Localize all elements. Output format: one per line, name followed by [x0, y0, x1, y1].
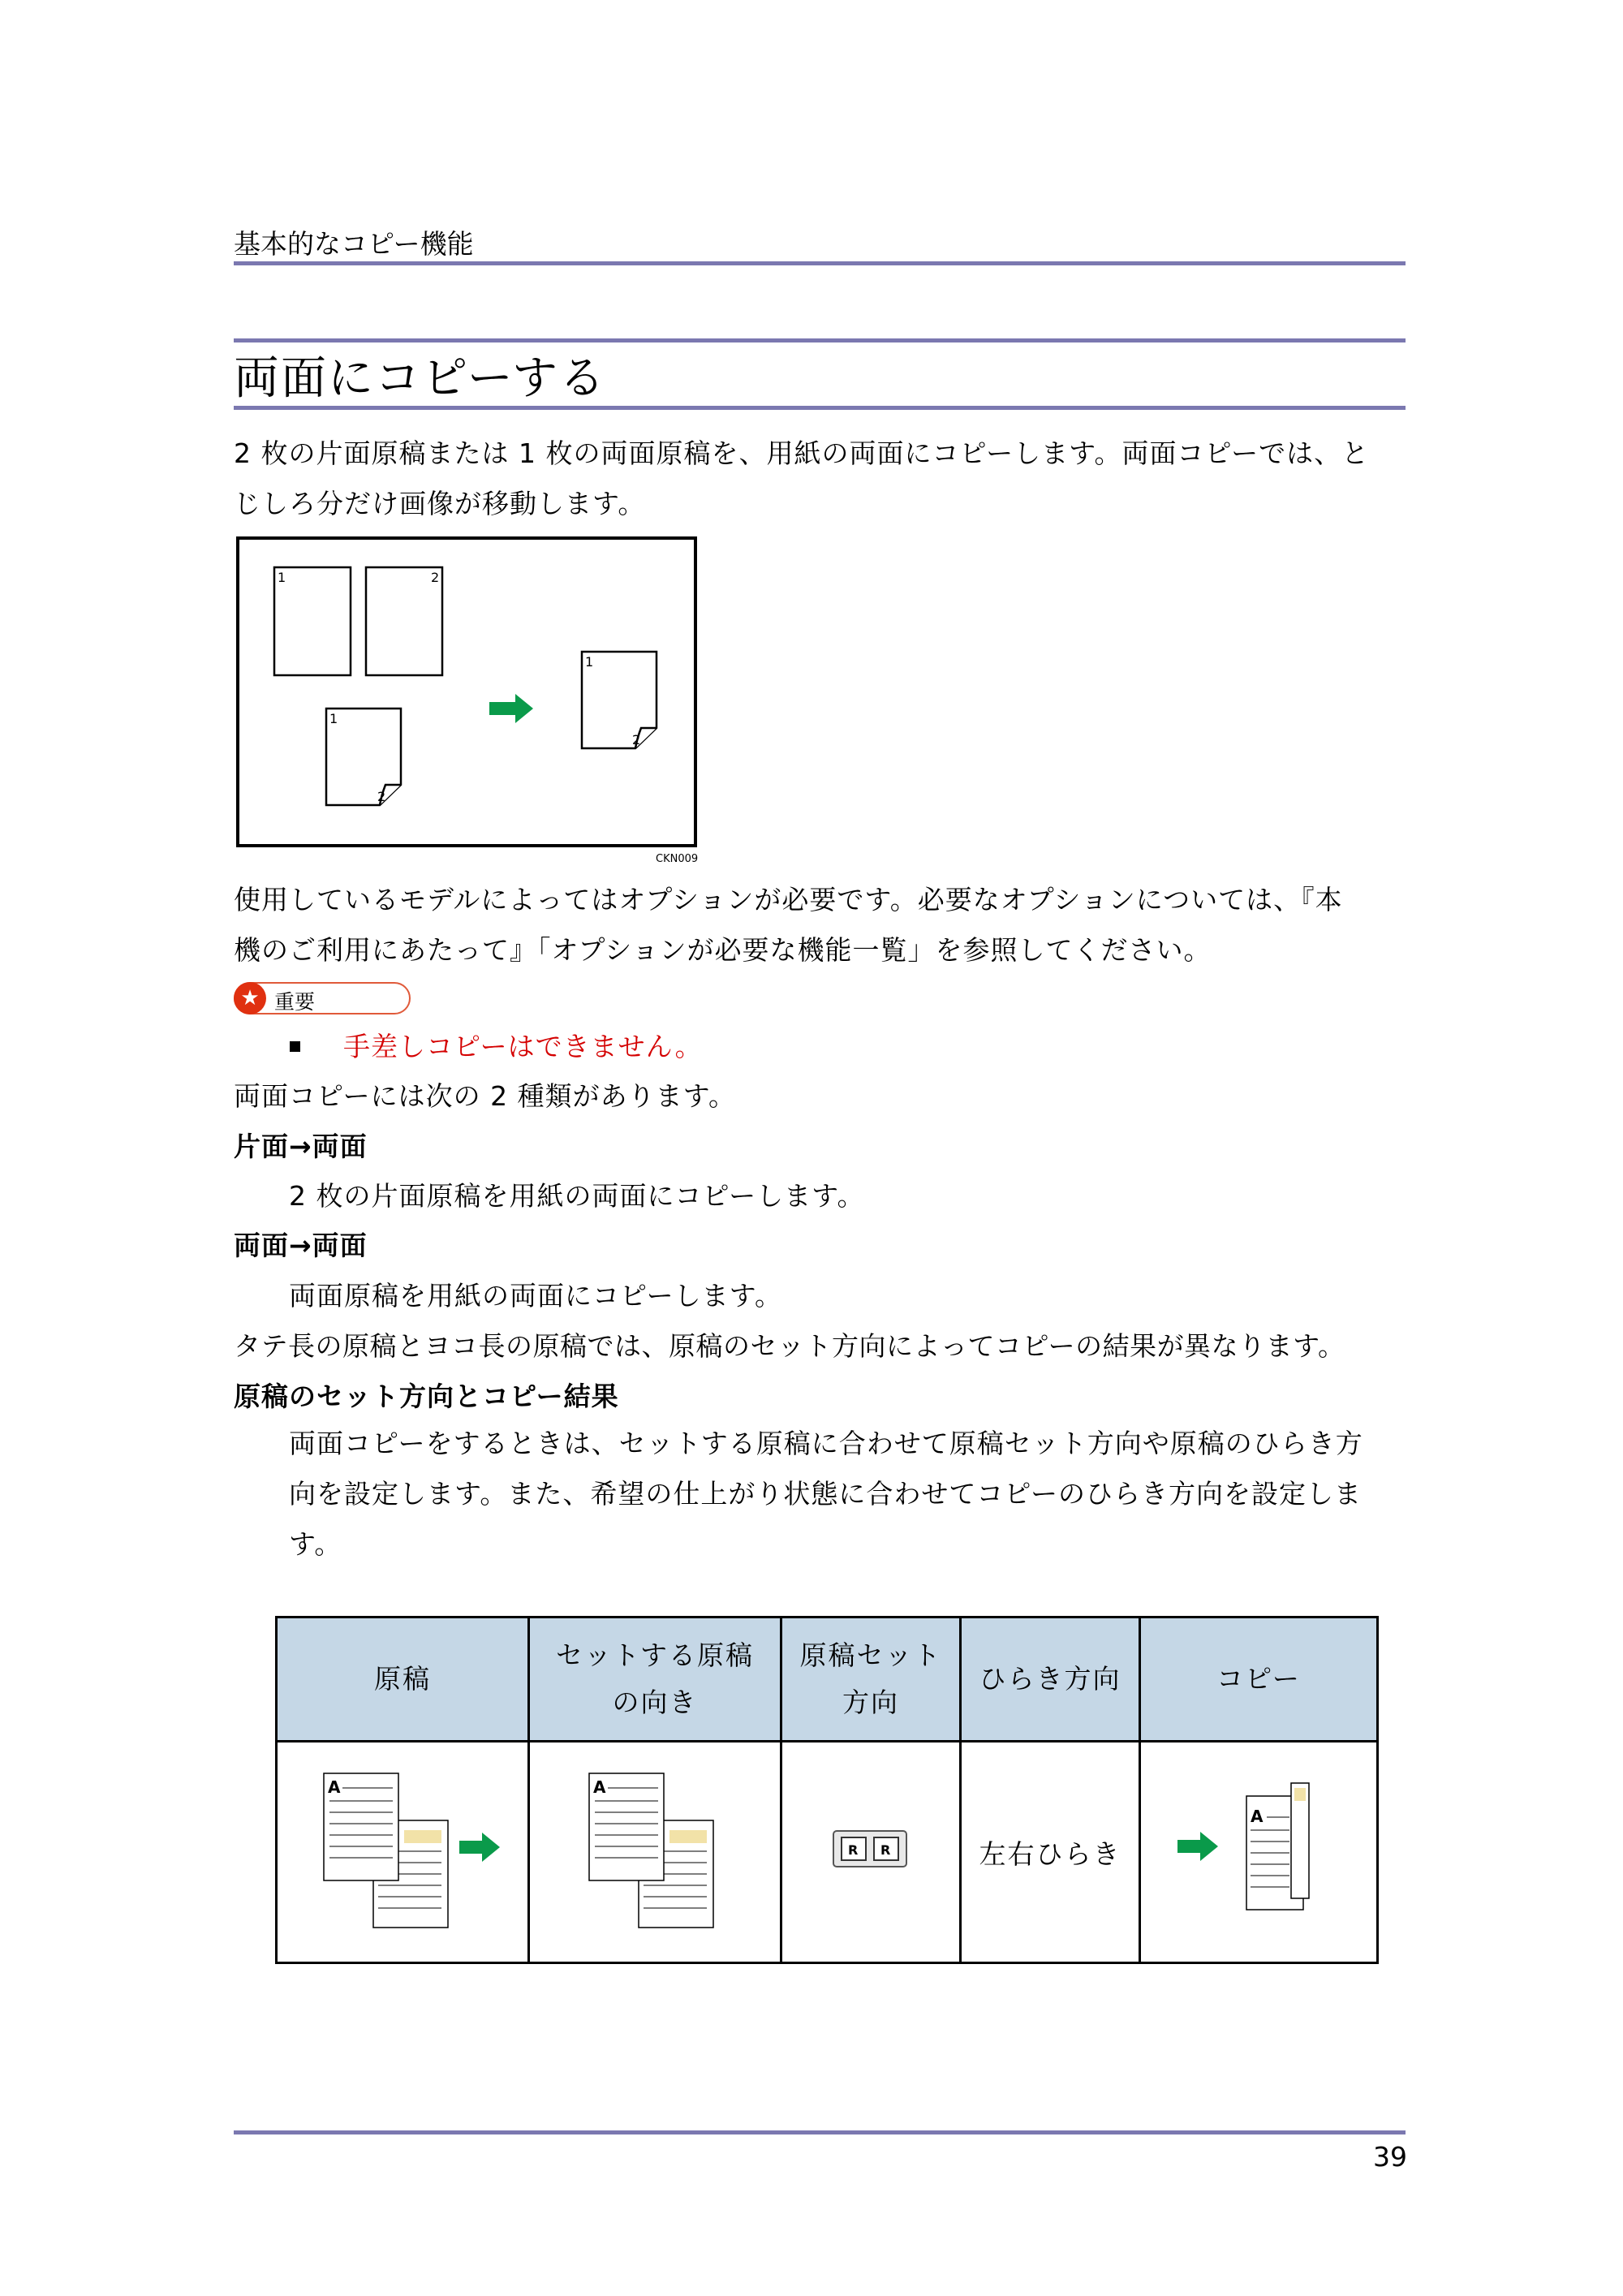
set-direction-key-icon [830, 1824, 911, 1873]
orientation-heading: 原稿のセット方向とコピー結果 [234, 1381, 619, 1412]
intro-line-1: 2 枚の片面原稿または 1 枚の両面原稿を、用紙の両面にコピーします。両面コピーでは、と [234, 437, 1370, 469]
intro-line-2: じしろ分だけ画像が移動します。 [234, 488, 646, 519]
cell-original-icon [277, 1742, 529, 1963]
copy-result-icon [1161, 1772, 1356, 1926]
page-number-label: 1 [585, 654, 594, 670]
header-cell-open-direction: ひらき方向 [961, 1618, 1140, 1742]
svg-text:R: R [880, 1842, 893, 1858]
page-number-label: 2 [377, 789, 386, 804]
orientation-description [289, 1419, 1410, 1570]
important-badge-label: 重要 [274, 990, 316, 1014]
page-number-label: 2 [632, 732, 641, 747]
page-number-label: 1 [329, 711, 338, 726]
orientation-desc-line-3: す。 [289, 1528, 342, 1560]
page-number: 39 [1373, 2141, 1407, 2173]
section-title: 両面にコピーする [234, 352, 606, 405]
footer-rule [234, 2130, 1406, 2134]
option-note-line-2: 機のご利用にあたって』「オプションが必要な機能一覧」を参照してください。 [234, 934, 1212, 966]
orientation-desc-line-2: 向を設定します。また、希望の仕上がり状態に合わせてコピーのひらき方向を設定しま [289, 1478, 1363, 1510]
cell-open-direction: 左右ひらき [961, 1742, 1140, 1963]
duplex-figure [236, 536, 697, 847]
header-cell-set-direction: 原稿セット 方向 [781, 1618, 961, 1742]
header-rule [234, 261, 1406, 265]
duplex-illustration [239, 540, 694, 844]
orientation-desc-line-1: 両面コピーをするときは、セットする原稿に合わせて原稿セット方向や原稿のひらき方 [289, 1428, 1363, 1459]
arrow-right-icon [1177, 1832, 1218, 1861]
important-badge [234, 982, 411, 1014]
orientation-note: タテ長の原稿とヨコ長の原稿では、原稿のセット方向によってコピーの結果が異なります。 [234, 1330, 1345, 1362]
arrow-right-icon [489, 694, 533, 723]
chapter-title: 基本的なコピー機能 [234, 228, 474, 260]
star-icon: ★ [234, 982, 266, 1014]
header-cell-orientation: セットする原稿 の向き [529, 1618, 781, 1742]
page-number-label: 1 [278, 570, 286, 585]
svg-text:A: A [328, 1777, 342, 1797]
table-header-row [277, 1618, 1378, 1742]
document-pair-icon [549, 1764, 760, 1934]
type2-description: 両面原稿を用紙の両面にコピーします。 [289, 1280, 783, 1312]
figure-caption: CKN009 [656, 853, 699, 865]
cell-orientation-icon [529, 1742, 781, 1963]
type1-heading: 片面→両面 [234, 1131, 368, 1162]
type1-description: 2 枚の片面原稿を用紙の両面にコピーします。 [289, 1180, 865, 1212]
svg-text:R: R [848, 1842, 860, 1858]
option-note-line-1: 使用しているモデルによってはオプションが必要です。必要なオプションについては、『本 [234, 884, 1343, 915]
bullet-icon [290, 1041, 300, 1052]
svg-text:A: A [593, 1777, 608, 1797]
orientation-table [275, 1616, 1379, 1964]
important-item: 手差しコピーはできません。 [343, 1031, 703, 1062]
arrow-right-icon [459, 1833, 500, 1862]
section-rule-bottom [234, 406, 1406, 410]
document-pair-icon [297, 1764, 508, 1934]
cell-set-direction-icon [781, 1742, 961, 1963]
page-number-label: 2 [431, 570, 440, 585]
types-intro: 両面コピーには次の 2 種類があります。 [234, 1080, 737, 1112]
table-row [277, 1742, 1378, 1963]
header-cell-original: 原稿 [277, 1618, 529, 1742]
type2-heading: 両面→両面 [234, 1230, 368, 1261]
option-note [234, 875, 1410, 976]
svg-text:A: A [1251, 1807, 1265, 1826]
header-cell-copy: コピー [1140, 1618, 1378, 1742]
intro-paragraph [234, 429, 1410, 529]
cell-copy-icon [1140, 1742, 1378, 1963]
